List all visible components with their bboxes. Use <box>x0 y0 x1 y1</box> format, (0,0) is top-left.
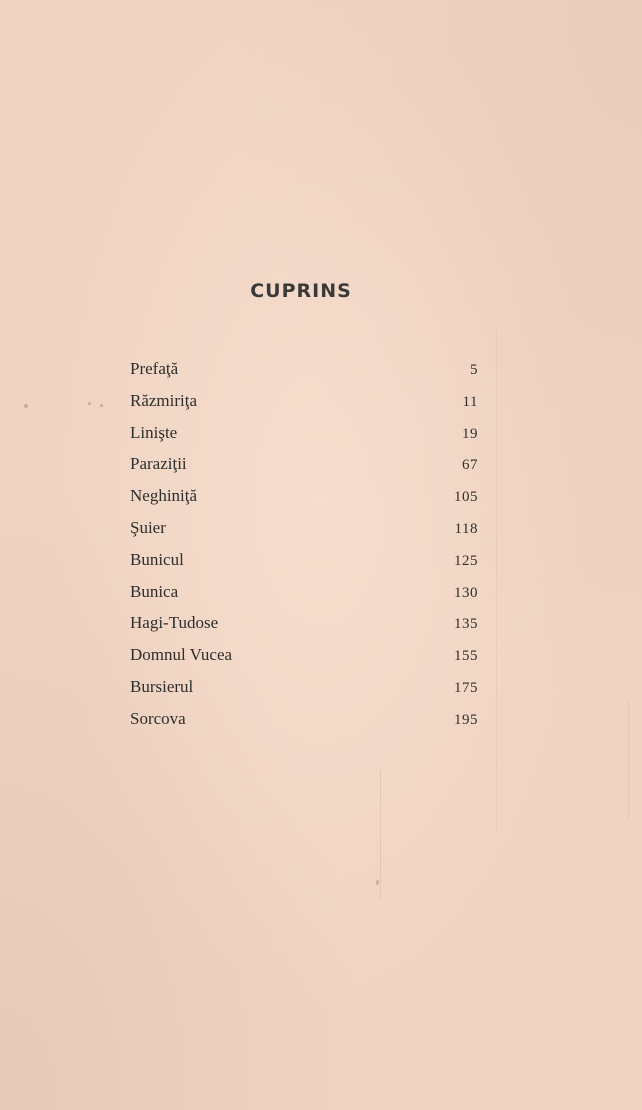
toc-entry-title: Bursierul <box>130 676 194 696</box>
toc-entry-page: 11 <box>462 393 478 410</box>
toc-entry-page: 118 <box>454 520 478 537</box>
paper-crease <box>380 770 381 900</box>
toc-entry-page: 130 <box>454 584 478 601</box>
toc-entry <box>130 609 478 641</box>
toc-entry-page: 135 <box>454 616 478 633</box>
toc-entry-title: Prefaţă <box>130 359 179 378</box>
toc-entry <box>130 641 478 673</box>
paper-crease <box>496 330 497 830</box>
toc-entry <box>130 419 478 451</box>
toc-entry-title: Domnul Vucea <box>130 645 233 665</box>
toc-entry-page: 195 <box>454 711 478 728</box>
toc-entry-page: 105 <box>454 489 478 506</box>
toc-entry-page: 5 <box>470 362 478 378</box>
toc-entry <box>130 450 478 482</box>
paper-speck <box>24 404 28 408</box>
toc-entry-title: Paraziţii <box>130 454 187 474</box>
toc-entry-title: Bunica <box>130 581 179 601</box>
toc-entry-page: 125 <box>454 552 478 569</box>
toc-entry <box>130 482 478 514</box>
toc-entry-title: Linişte <box>130 422 178 442</box>
toc-entry <box>130 673 478 705</box>
toc-entry-title: Şuier <box>130 517 166 537</box>
toc-entry-title: Sorcova <box>130 708 186 728</box>
toc-entry <box>130 514 478 546</box>
paper-speck <box>100 404 103 407</box>
toc-entry-title: Hagi-Tudose <box>130 613 219 633</box>
paper-speck <box>376 880 379 885</box>
toc-entry <box>130 546 478 578</box>
toc-entry-page: 175 <box>454 679 478 696</box>
toc-entry-page: 155 <box>454 648 478 665</box>
paper-speck <box>88 402 91 405</box>
table-of-contents <box>130 355 478 737</box>
toc-entry-title: Neghiniţă <box>130 486 198 506</box>
contents-title: CUPRINS <box>250 280 352 302</box>
toc-entry <box>130 578 478 610</box>
toc-entry-title: Răzmiriţa <box>130 390 198 410</box>
paper-crease <box>628 700 629 820</box>
toc-entry <box>130 387 478 419</box>
toc-entry-title: Bunicul <box>130 549 184 569</box>
toc-entry-page: 67 <box>462 457 478 474</box>
toc-entry <box>130 355 478 387</box>
toc-entry <box>130 705 478 737</box>
toc-entry-page: 19 <box>462 425 478 442</box>
